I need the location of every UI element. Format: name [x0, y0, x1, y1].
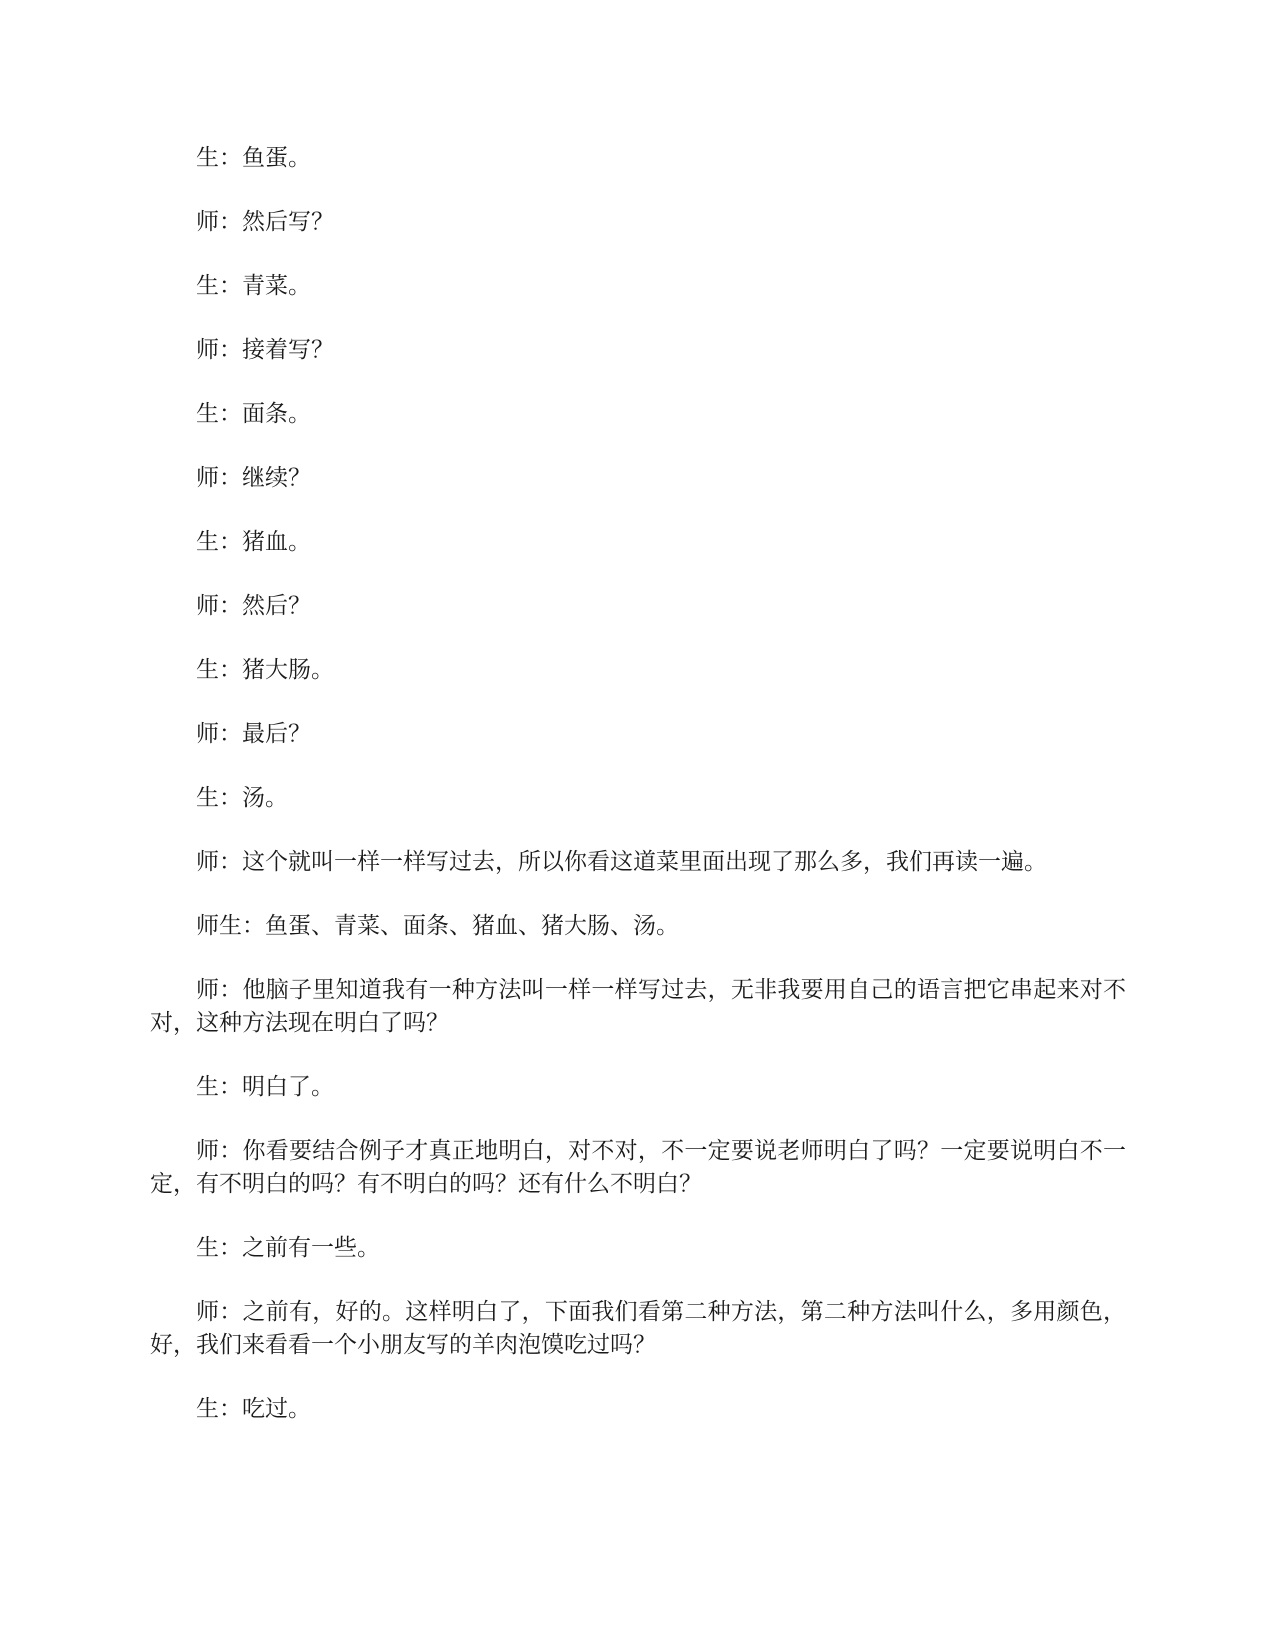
paragraph: 师：然后写？ [196, 209, 334, 235]
paragraph: 生：猪大肠。 [196, 657, 334, 683]
paragraph: 生：明白了。 [196, 1074, 334, 1100]
paragraph: 师：他脑子里知道我有一种方法叫一样一样写过去，无非我要用自己的语言把它串起来对不对，这种方法现在明白了吗？ [150, 977, 1126, 1036]
paragraph: 生：猪血。 [196, 529, 311, 555]
paragraph: 师：你看要结合例子才真正地明白，对不对，不一定要说老师明白了吗？一定要说明白不一定，有不明白的吗？有不明白的吗？还有什么不明白？ [150, 1138, 1126, 1197]
paragraph: 师：然后？ [196, 593, 311, 619]
paragraph: 生：吃过。 [196, 1396, 311, 1422]
paragraph: 生：汤。 [196, 785, 288, 811]
paragraph: 生：鱼蛋。 [196, 145, 311, 171]
paragraph: 生：青菜。 [196, 273, 311, 299]
paragraph: 师生：鱼蛋、青菜、面条、猪血、猪大肠、汤。 [196, 913, 679, 939]
paragraph: 师：继续？ [196, 465, 311, 491]
paragraph: 师：接着写？ [196, 337, 334, 363]
paragraph: 生：之前有一些。 [196, 1235, 380, 1261]
paragraph: 师：这个就叫一样一样写过去，所以你看这道菜里面出现了那么多，我们再读一遍。 [196, 849, 1047, 875]
paragraph: 师：之前有，好的。这样明白了，下面我们看第二种方法，第二种方法叫什么，多用颜色，好，我们来看看一个小朋友写的羊肉泡馍吃过吗？ [150, 1299, 1126, 1358]
paragraph: 生：面条。 [196, 401, 311, 427]
paragraph: 师：最后？ [196, 721, 311, 747]
document-body [150, 142, 1126, 1457]
